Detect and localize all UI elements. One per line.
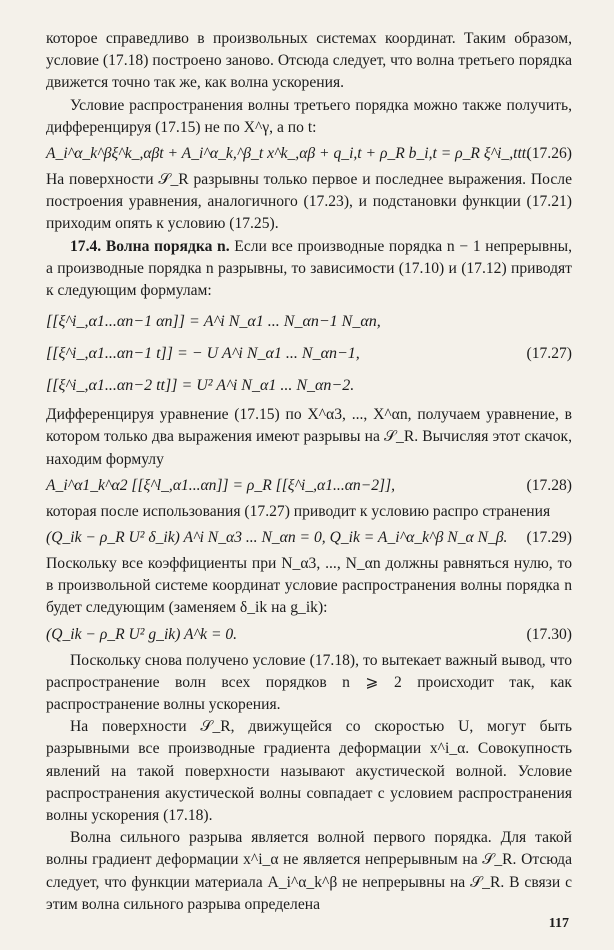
paragraph-9: На поверхности 𝒮_R, движущейся со скоростью U, могут быть разрывными все производные градиента деформации x^i_α. Совокупность явлений на такой поверхности называют акустической волной. Условие распространения акустической волны совпадает с условием распространения волны ускорения (17.18). (46, 718, 572, 825)
equation-line-3: [[ξ^i_,α1...αn−2 tt]] = U² A^i N_α1 ... N_αn−2. (46, 377, 355, 395)
paragraph-3: На поверхности 𝒮_R разрывны только первое и последнее выражения. После построения уравнения, аналогичного (17.23), и подстановки функции (17.21) приходим опять к условию (17.25). (46, 171, 572, 233)
equation-number: (17.27) (526, 345, 572, 363)
equation-17-28 (46, 471, 572, 501)
equation-17-30 (46, 620, 572, 650)
equation-line-1: [[ξ^i_,α1...αn−1 αn]] = A^i N_α1 ... N_αn−1 N_αn, (46, 313, 381, 331)
paragraph-5: Дифференцируя уравнение (17.15) по X^α3, ..., X^αn, получаем уравнение, в котором только два выражения имеют разрывы на 𝒮_R. Вычисляя этот скачок, находим формулу (46, 406, 572, 468)
paragraph-4 (46, 236, 572, 303)
paragraph-6: которая после использования (17.27) приводит к условию распро странения (46, 502, 551, 520)
equation-formula: (Q_ik − ρ_R U² g_ik) A^k = 0. (46, 625, 238, 643)
paragraph-1: которое справедливо в произвольных системах координат. Таким образом, условие (17.18) построено заново. Отсюда следует, что волна третьего порядка движется точно так же, как волна ускорения. (46, 30, 572, 92)
equation-line-2: [[ξ^i_,α1...αn−1 t]] = − U A^i N_α1 ... N_αn−1, (46, 345, 360, 363)
paragraph-8: Поскольку снова получено условие (17.18), то вытекает важный вывод, что распространение волн всех порядков n ⩾ 2 происходит так, как распространение волны ускорения. (46, 651, 572, 714)
equation-formula: A_i^α1_k^α2 [[ξ^l_,α1...αn]] = ρ_R [[ξ^i_,α1...αn−2]], (46, 476, 396, 494)
section-heading: 17.4. Волна порядка n. (70, 237, 230, 255)
paragraph-7: Поскольку все коэффициенты при N_α3, ..., N_αn должны равняться нулю, то в произвольной системе координат условие распространения волны порядка n будет следующим (заменяем δ_ik на g_ik): (46, 555, 572, 617)
equation-formula: A_i^α_k^βξ^k_,αβt + A_i^α_k,^β_t x^k_,αβ + q_i,t + ρ_R b_i,t = ρ_R ξ^i_,ttt. (46, 145, 531, 163)
equation-17-26 (46, 139, 572, 169)
equation-number: (17.30) (526, 625, 572, 643)
section-body: Если все производные порядка n − 1 непрерывны, а производные порядка n разрывны, то зависимости (17.10) и (17.12) приводят к следующим формулам: (46, 237, 572, 300)
paragraph-2: Условие распространения волны третьего порядка можно также получить, дифференцируя (17.15) не по X^γ, а по t: (46, 96, 572, 136)
equation-number: (17.28) (526, 476, 572, 494)
page-number: 117 (548, 916, 569, 931)
equation-formula: (Q_ik − ρ_R U² δ_ik) A^i N_α3 ... N_αn = 0, Q_ik = A_i^α_k^β N_α N_β. (46, 529, 508, 547)
equation-17-27 (46, 306, 572, 402)
equation-number: (17.26) (526, 145, 572, 163)
paragraph-10: Волна сильного разрыва является волной первого порядка. Для такой волны градиент деформации x^i_α не является непрерывным на 𝒮_R. Отсюда следует, что функции материала A_i^α_k^β не непрерывны на 𝒮_R. В связи с этим волна сильного разрыва определена (46, 829, 572, 913)
equation-17-29 (46, 523, 572, 553)
equation-number: (17.29) (526, 529, 572, 547)
